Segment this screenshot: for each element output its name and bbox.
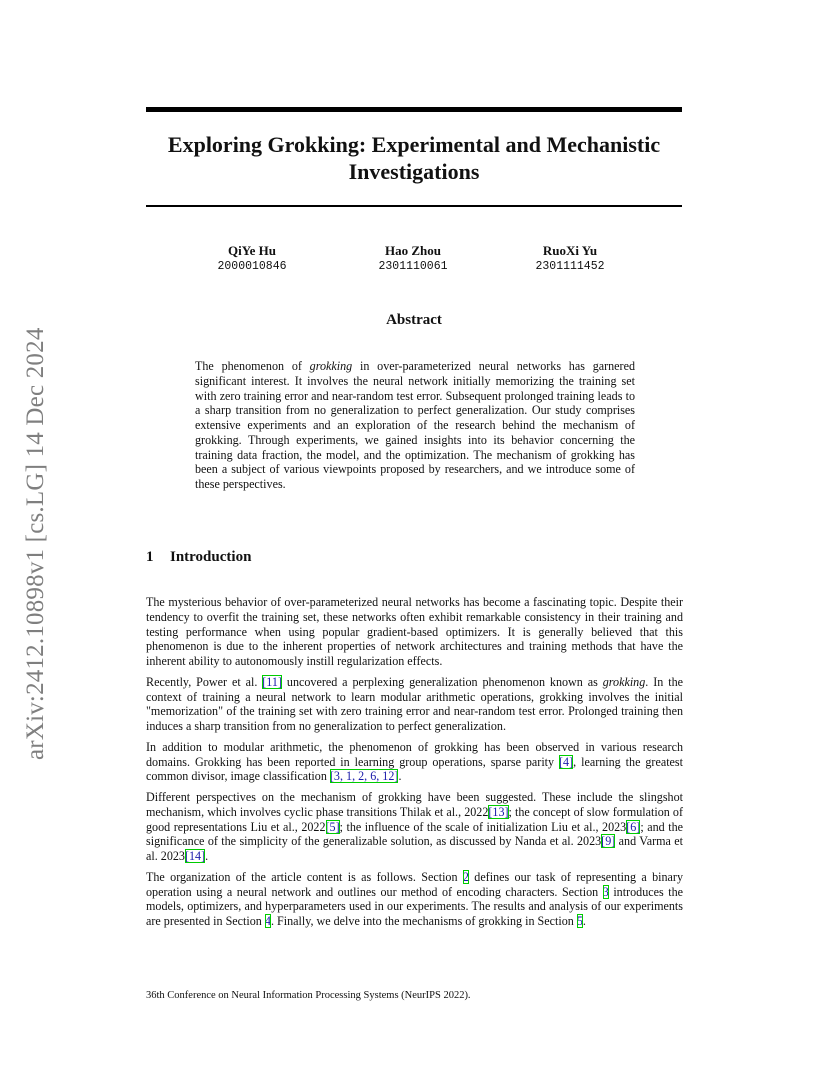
arxiv-identifier: arXiv:2412.10898v1 [cs.LG] 14 Dec 2024 bbox=[22, 327, 49, 760]
paragraph-4: Different perspectives on the mechanism of grokking have been suggested. These include the slingshot mechanism, which involves cyclic phase transitions Thilak et al., 2022[13]; the concept of slow formulation of good representations Liu et al., 2022[5]; the influence of the scale of initialization Liu et al., 2023[6]; and the significance of the simplicity of the generalizable solution, as discussed by Nanda et al. 2023[9] and Varma et al. 2023[14]. bbox=[146, 790, 683, 863]
paragraph-5: The organization of the article content is as follows. Section 2 defines our task of representing a binary operation using a neural network and outlines our method of encoding characters. Section 3 introduces the models, optimizers, and hyperparameters used in our experiments. The results and analysis of our experiments are presented in Section 4. Finally, we delve into the mechanisms of grokking in Section 5. bbox=[146, 869, 683, 928]
abstract-heading: Abstract bbox=[386, 312, 442, 328]
section-heading bbox=[146, 549, 251, 566]
citation-link[interactable]: [4] bbox=[559, 754, 574, 769]
abstract-body: The phenomenon of grokking in over-parameterized neural networks has garnered significant interest. It involves the neural network initially memorizing the training set with zero training error and near-random test error. Subsequent prolonged training leads to a sharp transition from no generalization to perfect generalization. Our study comprises extensive experiments and an exploration of the research behind the mechanism of grokking. Through experiments, we gained insights into its behavior concerning the training data fraction, the model, and the optimization. The mechanism of grokking has been a subject of various viewpoints proposed by researchers, and we introduce some of these perspectives. bbox=[195, 359, 635, 491]
author-2 bbox=[338, 243, 488, 274]
section-number: 1 bbox=[146, 549, 154, 565]
title-line-2: Investigations bbox=[348, 159, 480, 184]
citation-link[interactable]: [5] bbox=[325, 819, 340, 834]
paragraph-2: Recently, Power et al. [11] uncovered a perplexing generalization phenomenon known as grokking. In the context of training a neural network to learn modular arithmetic operations, grokking involves the initial "memorization" of the training set with zero training error and near-random test error. Prolonged training then induces a sharp transition from no generalization to perfect generalization. bbox=[146, 674, 683, 733]
title-top-rule bbox=[146, 107, 682, 112]
conference-footnote: 36th Conference on Neural Information Processing Systems (NeurIPS 2022). bbox=[146, 990, 471, 1001]
introduction-body bbox=[146, 595, 683, 935]
title-line-1: Exploring Grokking: Experimental and Mechanistic bbox=[167, 132, 661, 157]
section-title: Introduction bbox=[170, 549, 252, 565]
grokking-term: grokking bbox=[309, 359, 353, 373]
section-link[interactable]: 5 bbox=[576, 914, 583, 928]
author-id: 2000010846 bbox=[217, 260, 287, 273]
author-block bbox=[146, 243, 682, 279]
section-link[interactable]: 3 bbox=[602, 884, 609, 899]
author-name: Hao Zhou bbox=[385, 243, 441, 258]
author-id: 2301110061 bbox=[378, 260, 448, 273]
citation-link[interactable]: [14] bbox=[184, 849, 206, 863]
citation-link[interactable]: [6] bbox=[626, 819, 641, 834]
paper-title bbox=[146, 131, 682, 185]
author-name: QiYe Hu bbox=[227, 243, 277, 258]
author-id: 2301111452 bbox=[535, 260, 605, 273]
author-3 bbox=[495, 243, 645, 274]
citation-link[interactable]: [9] bbox=[601, 834, 616, 849]
section-link[interactable]: 2 bbox=[462, 869, 469, 884]
paragraph-3: In addition to modular arithmetic, the phenomenon of grokking has been observed in various research domains. Grokking has been reported in learning group operations, sparse parity [4], learning the greatest common divisor, image classification [3, 1, 2, 6, 12]. bbox=[146, 739, 683, 784]
citation-link[interactable]: [3, 1, 2, 6, 12] bbox=[329, 769, 399, 784]
title-bottom-rule bbox=[146, 205, 682, 207]
section-link[interactable]: 4 bbox=[264, 914, 271, 928]
citation-link[interactable]: [13] bbox=[488, 804, 509, 819]
citation-link[interactable]: [11] bbox=[262, 674, 282, 689]
paragraph-1: The mysterious behavior of over-parameterized neural networks has become a fascinating topic. Despite their tendency to overfit the training set, these networks often exhibit remarkable consistency in their training and testing performance when using popular gradient-based optimizers. It is generally believed that this phenomenon is due to the inherent properties of network architectures and training methods that have the inherent ability to autonomously instill regularization effects. bbox=[146, 595, 683, 668]
author-1 bbox=[177, 243, 327, 274]
author-name: RuoXi Yu bbox=[542, 243, 598, 258]
